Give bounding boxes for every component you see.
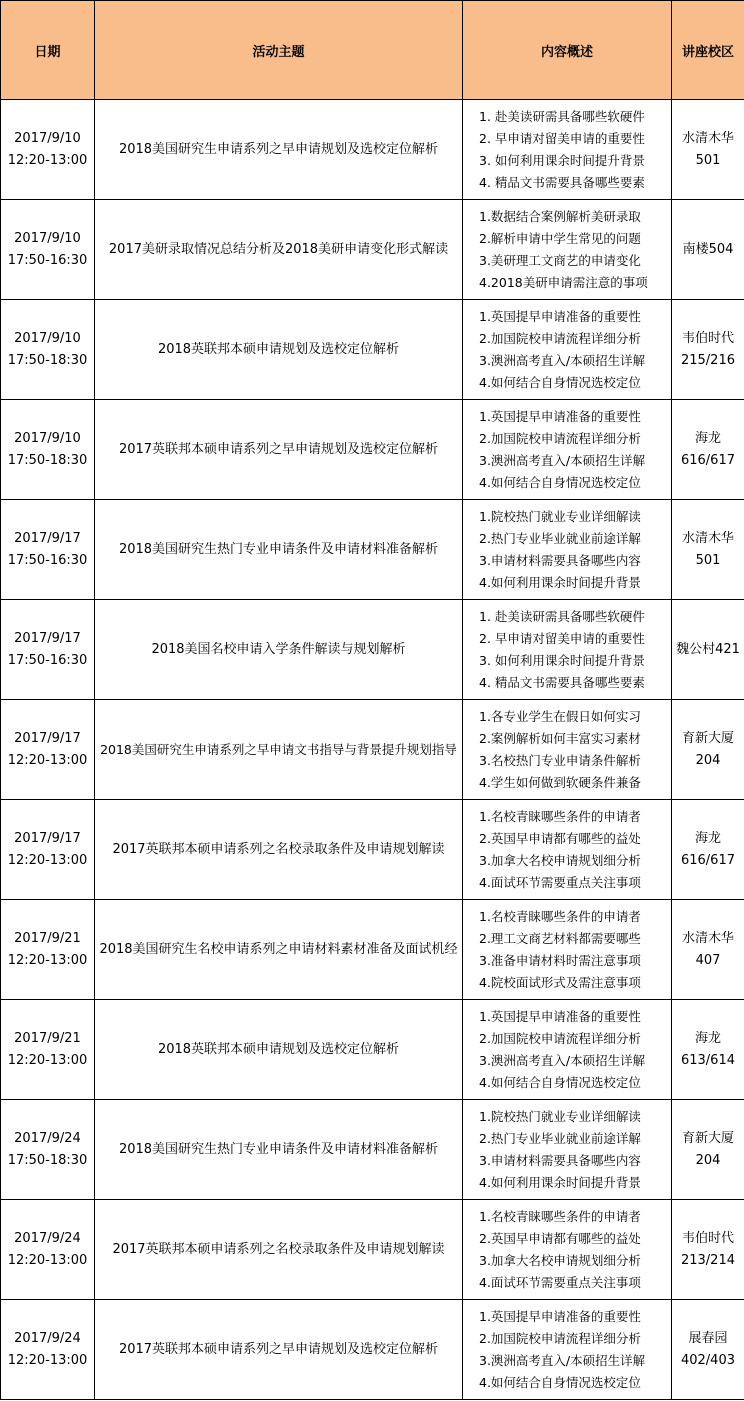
campus-text: 616/617 [680, 852, 735, 868]
outline-cell [463, 1000, 672, 1100]
topic-cell: 2018美国研究生热门专业申请条件及申请材料准备解析 [95, 500, 463, 600]
time-text: 12:20-13:00 [7, 752, 88, 768]
campus-cell [672, 600, 744, 700]
topic-cell: 2017英联邦本硕申请系列之名校录取条件及申请规划解读 [95, 800, 463, 900]
outline-cell [463, 300, 672, 400]
outline-item: 1.各专业学生在假日如何实习 [479, 708, 641, 724]
campus-text: 501 [695, 552, 721, 568]
date-cell [1, 400, 95, 500]
outline-item: 4.如何结合自身情况选校定位 [479, 374, 641, 390]
campus-text: 水清木华 [681, 530, 734, 546]
campus-cell [672, 1000, 744, 1100]
outline-item: 2.案例解析如何丰富实习素材 [479, 730, 641, 746]
campus-text: 501 [695, 152, 721, 168]
campus-text: 育新大厦 [681, 730, 734, 746]
table-row [1, 1200, 744, 1300]
outline-cell [463, 900, 672, 1000]
table-row [1, 200, 744, 300]
campus-text: 402/403 [680, 1352, 735, 1368]
outline-item: 2.英国早申请都有哪些的益处 [479, 1230, 641, 1246]
date-text: 2017/9/10 [14, 130, 81, 146]
campus-cell [672, 100, 744, 200]
table-row [1, 600, 744, 700]
campus-text: 水清木华 [681, 130, 734, 146]
date-text: 2017/9/10 [14, 330, 81, 346]
table-body [1, 100, 744, 1400]
outline-cell [463, 500, 672, 600]
date-cell [1, 500, 95, 600]
outline-item: 4.如何结合自身情况选校定位 [479, 1374, 641, 1390]
topic-cell: 2018美国研究生申请系列之早申请文书指导与背景提升规划指导 [95, 700, 463, 800]
outline-item: 4. 精品文书需要具备哪些要素 [479, 174, 645, 190]
outline-item: 3.加拿大名校申请规划细分析 [479, 852, 641, 868]
campus-cell [672, 700, 744, 800]
date-text: 2017/9/17 [14, 730, 81, 746]
topic-cell: 2018美国名校申请入学条件解读与规划解析 [95, 600, 463, 700]
campus-text: 613/614 [680, 1052, 735, 1068]
outline-cell [463, 700, 672, 800]
date-cell [1, 900, 95, 1000]
outline-item: 3.澳洲高考直入/本硕招生详解 [479, 352, 646, 368]
date-cell [1, 700, 95, 800]
campus-text: 海龙 [694, 1030, 721, 1046]
outline-item: 3.澳洲高考直入/本硕招生详解 [479, 1052, 646, 1068]
campus-cell [672, 500, 744, 600]
outline-item: 1.院校热门就业专业详细解读 [479, 508, 641, 524]
outline-item: 4.如何结合自身情况选校定位 [479, 474, 641, 490]
header-campus: 讲座校区 [672, 1, 744, 100]
campus-cell [672, 300, 744, 400]
outline-item: 4.如何结合自身情况选校定位 [479, 1074, 641, 1090]
campus-text: 展春园 [688, 1330, 728, 1346]
date-cell [1, 300, 95, 400]
outline-item: 3.申请材料需要具备哪些内容 [479, 1152, 641, 1168]
date-cell [1, 600, 95, 700]
topic-cell: 2018美国研究生申请系列之早申请规划及选校定位解析 [95, 100, 463, 200]
table-row [1, 700, 744, 800]
campus-cell [672, 900, 744, 1000]
time-text: 12:20-13:00 [7, 1352, 88, 1368]
time-text: 17:50-18:30 [7, 1152, 88, 1168]
campus-text: 215/216 [680, 352, 735, 368]
time-text: 17:50-16:30 [7, 652, 88, 668]
table-row [1, 900, 744, 1000]
header-topic: 活动主题 [95, 1, 463, 100]
outline-item: 1.名校青睐哪些条件的申请者 [479, 908, 641, 924]
outline-item: 3.美研理工文商艺的申请变化 [479, 252, 641, 268]
date-cell [1, 1100, 95, 1200]
outline-item: 3.准备申请材料时需注意事项 [479, 952, 641, 968]
outline-item: 1.名校青睐哪些条件的申请者 [479, 808, 641, 824]
time-text: 12:20-13:00 [7, 852, 88, 868]
outline-item: 1. 赴美读研需具备哪些软硬件 [479, 108, 645, 124]
date-cell [1, 200, 95, 300]
date-text: 2017/9/17 [14, 630, 81, 646]
outline-item: 4.院校面试形式及需注意事项 [479, 974, 641, 990]
campus-text: 育新大厦 [681, 1130, 734, 1146]
table-row [1, 500, 744, 600]
outline-item: 1. 赴美读研需具备哪些软硬件 [479, 608, 645, 624]
campus-cell [672, 400, 744, 500]
outline-item: 3.澳洲高考直入/本硕招生详解 [479, 452, 646, 468]
topic-cell: 2017美研录取情况总结分析及2018美研申请变化形式解读 [95, 200, 463, 300]
campus-text: 204 [695, 752, 721, 768]
campus-text: 韦伯时代 [681, 330, 734, 346]
campus-text: 407 [695, 952, 721, 968]
campus-text: 204 [695, 1152, 721, 1168]
date-text: 2017/9/24 [14, 1130, 81, 1146]
campus-text: 韦伯时代 [681, 1230, 734, 1246]
time-text: 12:20-13:00 [7, 152, 88, 168]
time-text: 17:50-16:30 [7, 252, 88, 268]
header-date: 日期 [1, 1, 95, 100]
outline-item: 4.如何利用课余时间提升背景 [479, 1174, 641, 1190]
date-text: 2017/9/24 [14, 1330, 81, 1346]
time-text: 12:20-13:00 [7, 952, 88, 968]
date-text: 2017/9/10 [14, 230, 81, 246]
topic-cell: 2017英联邦本硕申请系列之早申请规划及选校定位解析 [95, 400, 463, 500]
date-text: 2017/9/17 [14, 830, 81, 846]
campus-text: 海龙 [694, 430, 721, 446]
outline-cell [463, 400, 672, 500]
outline-item: 1.英国提早申请准备的重要性 [479, 1008, 641, 1024]
outline-item: 2.加国院校申请流程详细分析 [479, 1030, 641, 1046]
campus-cell [672, 200, 744, 300]
date-text: 2017/9/17 [14, 530, 81, 546]
outline-cell [463, 600, 672, 700]
topic-cell: 2018美国研究生热门专业申请条件及申请材料准备解析 [95, 1100, 463, 1200]
outline-cell [463, 100, 672, 200]
outline-item: 3.加拿大名校申请规划细分析 [479, 1252, 641, 1268]
outline-item: 2. 早申请对留美申请的重要性 [479, 130, 645, 146]
time-text: 12:20-13:00 [7, 1052, 88, 1068]
outline-cell [463, 1100, 672, 1200]
date-cell [1, 100, 95, 200]
outline-item: 2. 早申请对留美申请的重要性 [479, 630, 645, 646]
topic-cell: 2017英联邦本硕申请系列之名校录取条件及申请规划解读 [95, 1200, 463, 1300]
date-text: 2017/9/10 [14, 430, 81, 446]
outline-item: 2.英国早申请都有哪些的益处 [479, 830, 641, 846]
table-row [1, 1300, 744, 1400]
outline-item: 4. 精品文书需要具备哪些要素 [479, 674, 645, 690]
outline-item: 3.申请材料需要具备哪些内容 [479, 552, 641, 568]
date-cell [1, 1300, 95, 1400]
campus-text: 南楼504 [682, 241, 734, 257]
outline-cell [463, 800, 672, 900]
table-row [1, 1000, 744, 1100]
time-text: 17:50-18:30 [7, 452, 88, 468]
campus-text: 魏公村421 [676, 641, 740, 657]
date-text: 2017/9/24 [14, 1230, 81, 1246]
topic-cell: 2017英联邦本硕申请系列之早申请规划及选校定位解析 [95, 1300, 463, 1400]
outline-item: 2.加国院校申请流程详细分析 [479, 330, 641, 346]
campus-cell [672, 1100, 744, 1200]
outline-item: 4.面试环节需要重点关注事项 [479, 874, 641, 890]
outline-item: 2.热门专业毕业就业前途详解 [479, 1130, 641, 1146]
outline-item: 1.名校青睐哪些条件的申请者 [479, 1208, 641, 1224]
time-text: 17:50-16:30 [7, 552, 88, 568]
date-cell [1, 1200, 95, 1300]
table-row [1, 1100, 744, 1200]
table-row [1, 400, 744, 500]
outline-item: 2.热门专业毕业就业前途详解 [479, 530, 641, 546]
table-row [1, 100, 744, 200]
outline-item: 1.英国提早申请准备的重要性 [479, 408, 641, 424]
campus-text: 213/214 [680, 1252, 735, 1268]
header-outline: 内容概述 [463, 1, 672, 100]
outline-item: 3. 如何利用课余时间提升背景 [479, 652, 645, 668]
table-header-row [1, 1, 744, 100]
outline-item: 4.面试环节需要重点关注事项 [479, 1274, 641, 1290]
table-row [1, 300, 744, 400]
outline-item: 1.英国提早申请准备的重要性 [479, 1308, 641, 1324]
outline-item: 2.加国院校申请流程详细分析 [479, 430, 641, 446]
campus-text: 616/617 [680, 452, 735, 468]
date-text: 2017/9/21 [14, 1030, 81, 1046]
outline-item: 2.解析申请中学生常见的问题 [479, 230, 641, 246]
campus-cell [672, 800, 744, 900]
time-text: 17:50-18:30 [7, 352, 88, 368]
topic-cell: 2018英联邦本硕申请规划及选校定位解析 [95, 1000, 463, 1100]
outline-item: 2.加国院校申请流程详细分析 [479, 1330, 641, 1346]
topic-cell: 2018英联邦本硕申请规划及选校定位解析 [95, 300, 463, 400]
outline-item: 1.院校热门就业专业详细解读 [479, 1108, 641, 1124]
outline-item: 4.2018美研申请需注意的事项 [479, 274, 648, 290]
outline-item: 1.英国提早申请准备的重要性 [479, 308, 641, 324]
outline-item: 4.如何利用课余时间提升背景 [479, 574, 641, 590]
outline-item: 3.澳洲高考直入/本硕招生详解 [479, 1352, 646, 1368]
time-text: 12:20-13:00 [7, 1252, 88, 1268]
campus-text: 水清木华 [681, 930, 734, 946]
date-cell [1, 1000, 95, 1100]
topic-cell: 2018美国研究生名校申请系列之申请材料素材准备及面试机经 [95, 900, 463, 1000]
outline-item: 2.理工文商艺材料都需要哪些 [479, 930, 641, 946]
outline-cell [463, 200, 672, 300]
outline-item: 4.学生如何做到软硬条件兼备 [479, 774, 641, 790]
table-row [1, 800, 744, 900]
outline-item: 3. 如何利用课余时间提升背景 [479, 152, 645, 168]
date-cell [1, 800, 95, 900]
outline-item: 1.数据结合案例解析美研录取 [479, 208, 641, 224]
campus-text: 海龙 [694, 830, 721, 846]
outline-cell [463, 1300, 672, 1400]
campus-cell [672, 1300, 744, 1400]
campus-cell [672, 1200, 744, 1300]
outline-item: 3.名校热门专业申请条件解析 [479, 752, 641, 768]
date-text: 2017/9/21 [14, 930, 81, 946]
outline-cell [463, 1200, 672, 1300]
